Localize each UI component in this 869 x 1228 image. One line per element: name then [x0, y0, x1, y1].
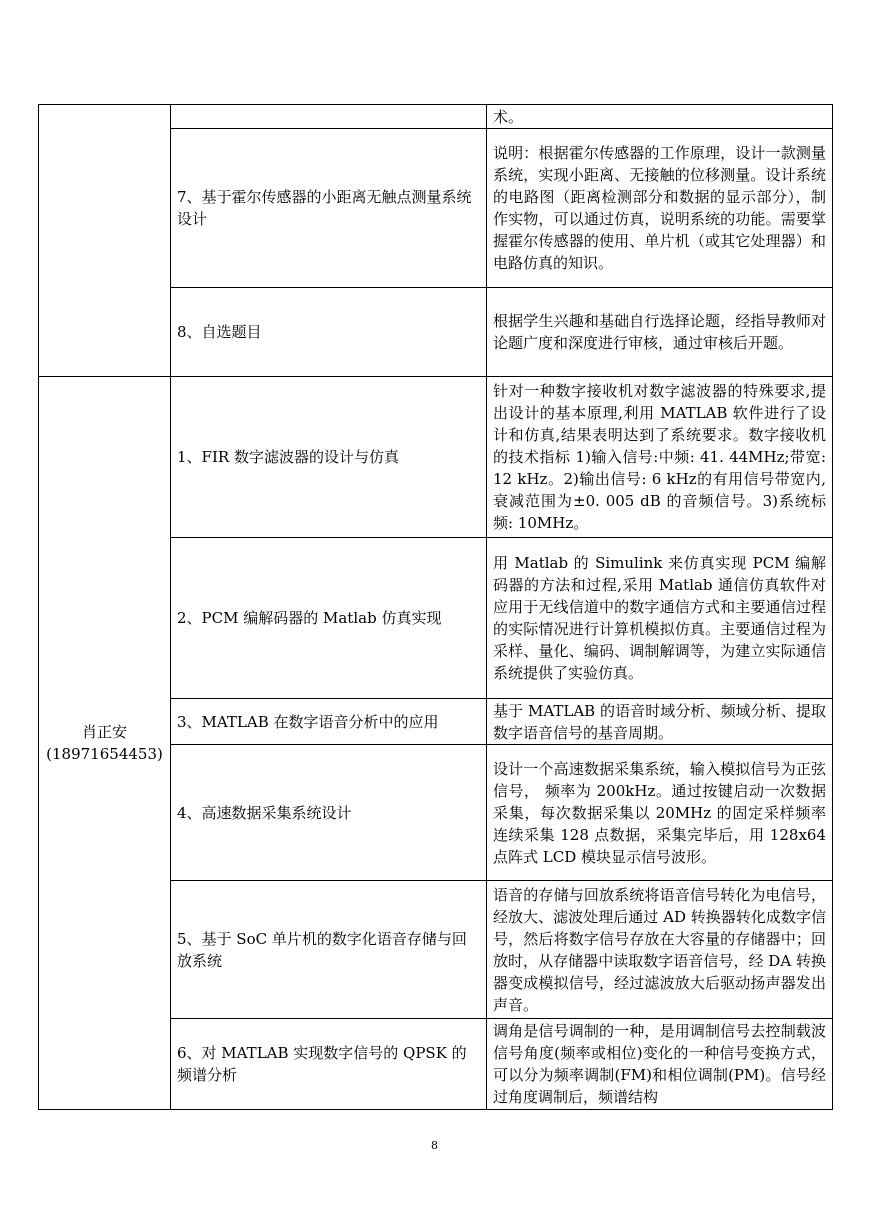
- description-cell: 针对一种数字接收机对数字滤波器的特殊要求,提出设计的基本原理,利用 MATLAB 软件进行了设计和仿真,结果表明达到了系统要求。数字接收机的技术指标 1)输入信号:中频: 41. 44MHz;带宽: 12 kHz。2)输出信号: 6 kHz的有用信号带宽内,衰减范围为±0. 005 dB 的音频信号。3)系统标频: 10MHz。: [487, 377, 833, 538]
- table-row: [39, 105, 833, 129]
- teacher-cell-continued: [39, 105, 171, 377]
- teacher-name: 肖正安: [81, 723, 127, 741]
- topic-cell: 8、自选题目: [171, 288, 487, 377]
- description-cell: 调角是信号调制的一种，是用调制信号去控制载波信号角度(频率或相位)变化的一种信号变换方式，可以分为频率调制(FM)和相位调制(PM)。信号经过角度调制后，频谱结构: [487, 1019, 833, 1110]
- topic-cell: 4、高速数据采集系统设计: [171, 745, 487, 881]
- topic-cell: 3、MATLAB 在数字语音分析中的应用: [171, 699, 487, 745]
- description-cell: 术。: [487, 105, 833, 129]
- description-cell: 设计一个高速数据采集系统，输入模拟信号为正弦信号， 频率为 200kHz。通过按键启动一次数据采集，每次数据采集以 20MHz 的固定采样频率连续采集 128 点数据，采集完毕后，用 128x64 点阵式 LCD 模块显示信号波形。: [487, 745, 833, 881]
- description-cell: 根据学生兴趣和基础自行选择论题，经指导教师对论题广度和深度进行审核，通过审核后开题。: [487, 288, 833, 377]
- topic-cell: 6、对 MATLAB 实现数字信号的 QPSK 的频谱分析: [171, 1019, 487, 1110]
- description-cell: 语音的存储与回放系统将语音信号转化为电信号，经放大、滤波处理后通过 AD 转换器转化成数字信号，然后将数字信号存放在大容量的存储器中；回放时，从存储器中读取数字语音信号，经 DA 转换器变成模拟信号，经过滤波放大后驱动扬声器发出声音。: [487, 881, 833, 1019]
- teacher-phone: (18971654453): [46, 745, 163, 763]
- table-row: [39, 377, 833, 538]
- topic-cell: 5、基于 SoC 单片机的数字化语音存储与回放系统: [171, 881, 487, 1019]
- description-cell: 说明：根据霍尔传感器的工作原理，设计一款测量系统，实现小距离、无接触的位移测量。设计系统的电路图（距离检测部分和数据的显示部分），制作实物，可以通过仿真，说明系统的功能。需要掌握霍尔传感器的使用、单片机（或其它处理器）和电路仿真的知识。: [487, 129, 833, 288]
- topic-cell: [171, 105, 487, 129]
- topic-cell: 7、基于霍尔传感器的小距离无触点测量系统设计: [171, 129, 487, 288]
- description-cell: 用 Matlab 的 Simulink 来仿真实现 PCM 编解码器的方法和过程,采用 Matlab 通信仿真软件对应用于无线信道中的数字通信方式和主要通信过程的实际情况进行计算机模拟仿真。主要通信过程为采样、量化、编码、调制解调等，为建立实际通信系统提供了实验仿真。: [487, 538, 833, 699]
- topic-cell: 1、FIR 数字滤波器的设计与仿真: [171, 377, 487, 538]
- topic-table: [38, 104, 833, 1110]
- teacher-cell: [39, 377, 171, 1110]
- topic-cell: 2、PCM 编解码器的 Matlab 仿真实现: [171, 538, 487, 699]
- page-number: 8: [431, 1139, 438, 1152]
- description-cell: 基于 MATLAB 的语音时域分析、频域分析、提取数字语音信号的基音周期。: [487, 699, 833, 745]
